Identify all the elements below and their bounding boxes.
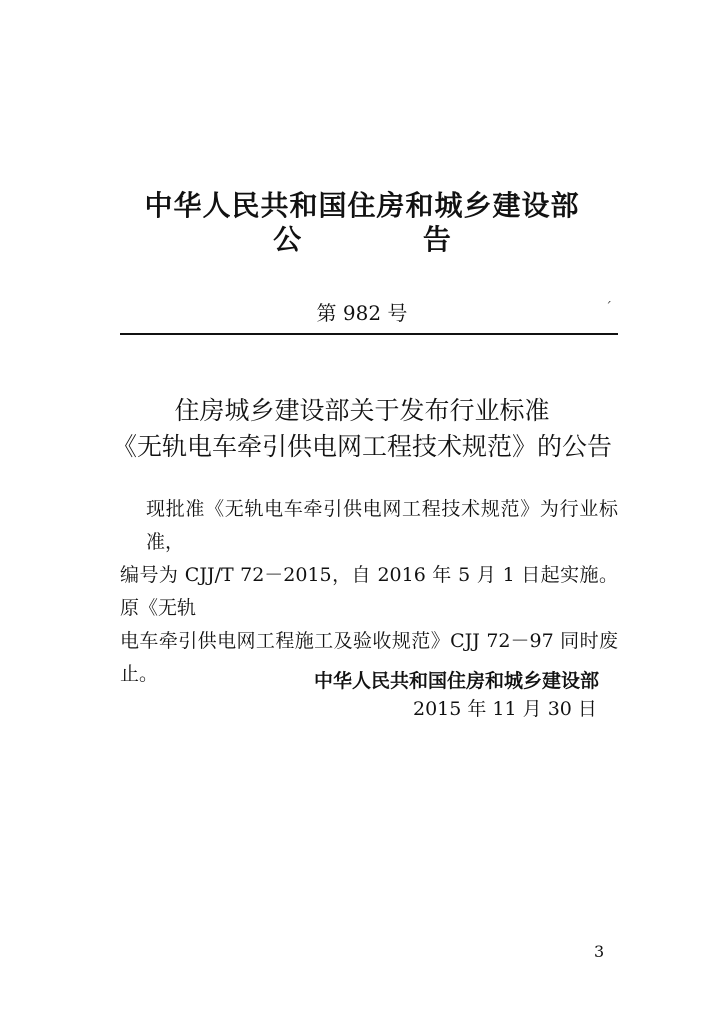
document-number: 第 982 号 — [316, 301, 408, 325]
header-divider — [120, 333, 618, 335]
subject-line-2: 《无轨电车牵引供电网工程技术规范》的公告 — [111, 432, 612, 461]
notice-body — [120, 493, 618, 691]
body-line-2: 编号为 CJJ/T 72－2015，自 2016 年 5 月 1 日起实施。原《无轨 — [120, 564, 618, 619]
signature-date: 2015 年 11 月 30 日 — [413, 698, 597, 720]
signature-issuer: 中华人民共和国住房和城乡建设部 — [314, 670, 600, 692]
body-line-1: 现批准《无轨电车牵引供电网工程技术规范》为行业标准， — [146, 498, 618, 553]
notice-subject — [0, 393, 724, 465]
page-number: 3 — [594, 942, 605, 961]
issuing-authority: 中华人民共和国住房和城乡建设部 — [144, 189, 580, 222]
notice-title: 公 告 — [273, 223, 507, 256]
subject-line-1: 住房城乡建设部关于发布行业标准 — [174, 396, 550, 425]
stray-mark: ˊ — [605, 300, 612, 316]
body-line-3: 电车牵引供电网工程施工及验收规范》CJJ 72－97 同时废止。 — [120, 630, 618, 685]
